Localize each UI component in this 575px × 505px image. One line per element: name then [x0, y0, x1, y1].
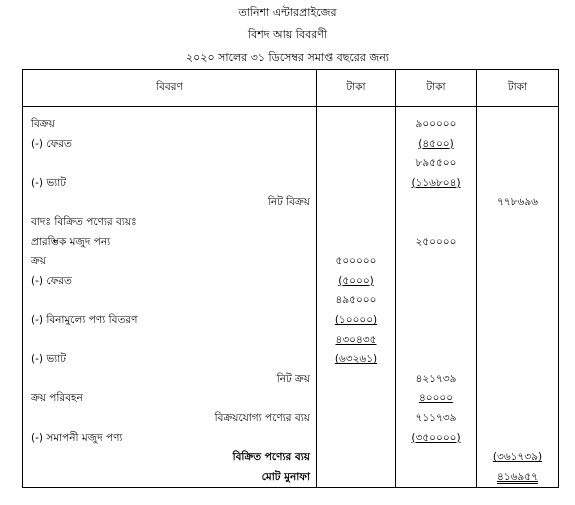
amount-col-1 — [317, 107, 396, 135]
amount-col-2 — [396, 154, 477, 174]
amount-value: (৪৫০০) — [418, 137, 454, 150]
amount-col-1 — [317, 448, 396, 468]
table-row — [23, 233, 559, 253]
row-description: ক্রয় পরিবহন — [23, 389, 317, 409]
amount-value: ৭৭৮৬৯৬ — [497, 196, 538, 209]
amount-col-2 — [396, 409, 477, 429]
row-description: মোট মুনাফা — [23, 468, 317, 488]
row-description: (-) ফেরত — [23, 272, 317, 292]
amount-value: ৪৯৫০০০ — [335, 294, 377, 307]
amount-col-2 — [396, 213, 477, 233]
amount-value: ২৫০০০০ — [415, 235, 457, 248]
amount-col-2 — [396, 252, 477, 272]
amount-col-2 — [396, 448, 477, 468]
amount-col-2 — [396, 291, 477, 311]
statement-title: বিশদ আয় বিবরণী — [247, 28, 328, 41]
table-row — [23, 272, 559, 292]
row-description: প্রারম্ভিক মজুদ পন্য — [23, 233, 317, 253]
amount-col-2 — [396, 331, 477, 351]
amount-col-3 — [477, 252, 559, 272]
table-row — [23, 252, 559, 272]
amount-col-1 — [317, 409, 396, 429]
amount-col-1 — [317, 154, 396, 174]
table-row — [23, 135, 559, 155]
row-description: নিট ক্রয় — [23, 370, 317, 390]
table-row — [23, 448, 559, 468]
amount-col-2 — [396, 135, 477, 155]
table-row — [23, 213, 559, 233]
amount-value: (৫০০০) — [338, 274, 374, 287]
table-row — [23, 174, 559, 194]
amount-value: ৪০০০০ — [418, 392, 454, 405]
amount-value: (৩৬১৭৩৯) — [492, 451, 543, 464]
row-description: (-) ফেরত — [23, 135, 317, 155]
amount-col-1 — [317, 193, 396, 213]
row-description — [23, 154, 317, 174]
amount-col-3 — [477, 389, 559, 409]
amount-col-1 — [317, 233, 396, 253]
table-header-row — [23, 70, 559, 107]
amount-col-2 — [396, 174, 477, 194]
amount-col-2 — [396, 272, 477, 292]
column-header-taka-1: টাকা — [317, 70, 396, 107]
amount-col-1 — [317, 429, 396, 449]
amount-col-3 — [477, 429, 559, 449]
row-description: বিক্রয়যোগ্য পণ্যের ব্যয় — [23, 409, 317, 429]
table-row — [23, 154, 559, 174]
row-description: (-) ভ্যাট — [23, 350, 317, 370]
column-header-taka-2: টাকা — [396, 70, 477, 107]
amount-col-1 — [317, 213, 396, 233]
amount-value: ৫০০০০০ — [335, 255, 377, 268]
row-description: বাদঃ বিক্রিত পণ্যের ব্যয়ঃ — [23, 213, 317, 233]
table-row — [23, 291, 559, 311]
table-row — [23, 331, 559, 351]
table-row — [23, 389, 559, 409]
column-header-description: বিবরণ — [23, 70, 317, 107]
income-statement-table — [22, 69, 559, 488]
amount-col-2 — [396, 389, 477, 409]
amount-col-3 — [477, 107, 559, 135]
amount-col-1 — [317, 135, 396, 155]
amount-col-1 — [317, 252, 396, 272]
amount-col-3 — [477, 174, 559, 194]
table-row — [23, 468, 559, 488]
amount-col-1 — [317, 174, 396, 194]
amount-value: (৬৩২৬১) — [334, 353, 378, 366]
amount-col-3 — [477, 370, 559, 390]
amount-value: (১১৬৮০৪) — [411, 176, 461, 189]
amount-col-2 — [396, 193, 477, 213]
amount-col-2 — [396, 311, 477, 331]
amount-value: ৪২১৭৩৯ — [415, 372, 457, 385]
amount-col-2 — [396, 233, 477, 253]
table-row — [23, 107, 559, 135]
amount-col-2 — [396, 107, 477, 135]
amount-col-2 — [396, 468, 477, 488]
amount-value: (৩৫০০০০) — [411, 431, 461, 444]
row-description: (-) বিনামুল্যে পণ্য বিতরণ — [23, 311, 317, 331]
amount-col-3 — [477, 154, 559, 174]
amount-value: ৮৯৫৫০০ — [415, 157, 457, 170]
amount-col-3 — [477, 331, 559, 351]
amount-col-3 — [477, 291, 559, 311]
amount-col-1 — [317, 389, 396, 409]
amount-col-3 — [477, 233, 559, 253]
amount-col-3 — [477, 448, 559, 468]
amount-col-3 — [477, 350, 559, 370]
table-row — [23, 429, 559, 449]
amount-col-1 — [317, 311, 396, 331]
table-row — [23, 311, 559, 331]
amount-col-3 — [477, 272, 559, 292]
amount-value: (১০০০০) — [334, 313, 378, 326]
amount-col-3 — [477, 213, 559, 233]
amount-col-1 — [317, 468, 396, 488]
amount-col-1 — [317, 331, 396, 351]
table-row — [23, 193, 559, 213]
company-name: তানিশা এন্টারপ্রাইজের — [238, 6, 337, 19]
amount-col-2 — [396, 370, 477, 390]
row-description: বিক্রিত পণ্যের ব্যয় — [23, 448, 317, 468]
row-description: বিক্রয় — [23, 107, 317, 135]
amount-col-3 — [477, 193, 559, 213]
table-row — [23, 370, 559, 390]
amount-col-2 — [396, 350, 477, 370]
table-row — [23, 350, 559, 370]
statement-period: ২০২০ সালের ৩১ ডিসেম্বর সমাপ্ত বছরের জন্য — [186, 51, 389, 64]
row-description: নিট বিক্রয় — [23, 193, 317, 213]
amount-value: ৭১১৭৩৯ — [415, 411, 457, 424]
row-description — [23, 291, 317, 311]
row-description: ক্রয় — [23, 252, 317, 272]
amount-col-3 — [477, 409, 559, 429]
amount-col-1 — [317, 291, 396, 311]
row-description: (-) ভ্যাট — [23, 174, 317, 194]
amount-col-3 — [477, 311, 559, 331]
amount-col-1 — [317, 272, 396, 292]
amount-value: ৪১৬৯৫৭ — [497, 470, 538, 483]
row-description: (-) সমাপনী মজুদ পণ্য — [23, 429, 317, 449]
amount-col-1 — [317, 350, 396, 370]
table-row — [23, 409, 559, 429]
row-description — [23, 331, 317, 351]
amount-value: ৯০০০০০ — [415, 118, 457, 130]
amount-col-3 — [477, 135, 559, 155]
amount-value: ৪৩০৪৩৫ — [335, 333, 377, 346]
amount-col-2 — [396, 429, 477, 449]
amount-col-3 — [477, 468, 559, 488]
column-header-taka-3: টাকা — [477, 70, 559, 107]
amount-col-1 — [317, 370, 396, 390]
